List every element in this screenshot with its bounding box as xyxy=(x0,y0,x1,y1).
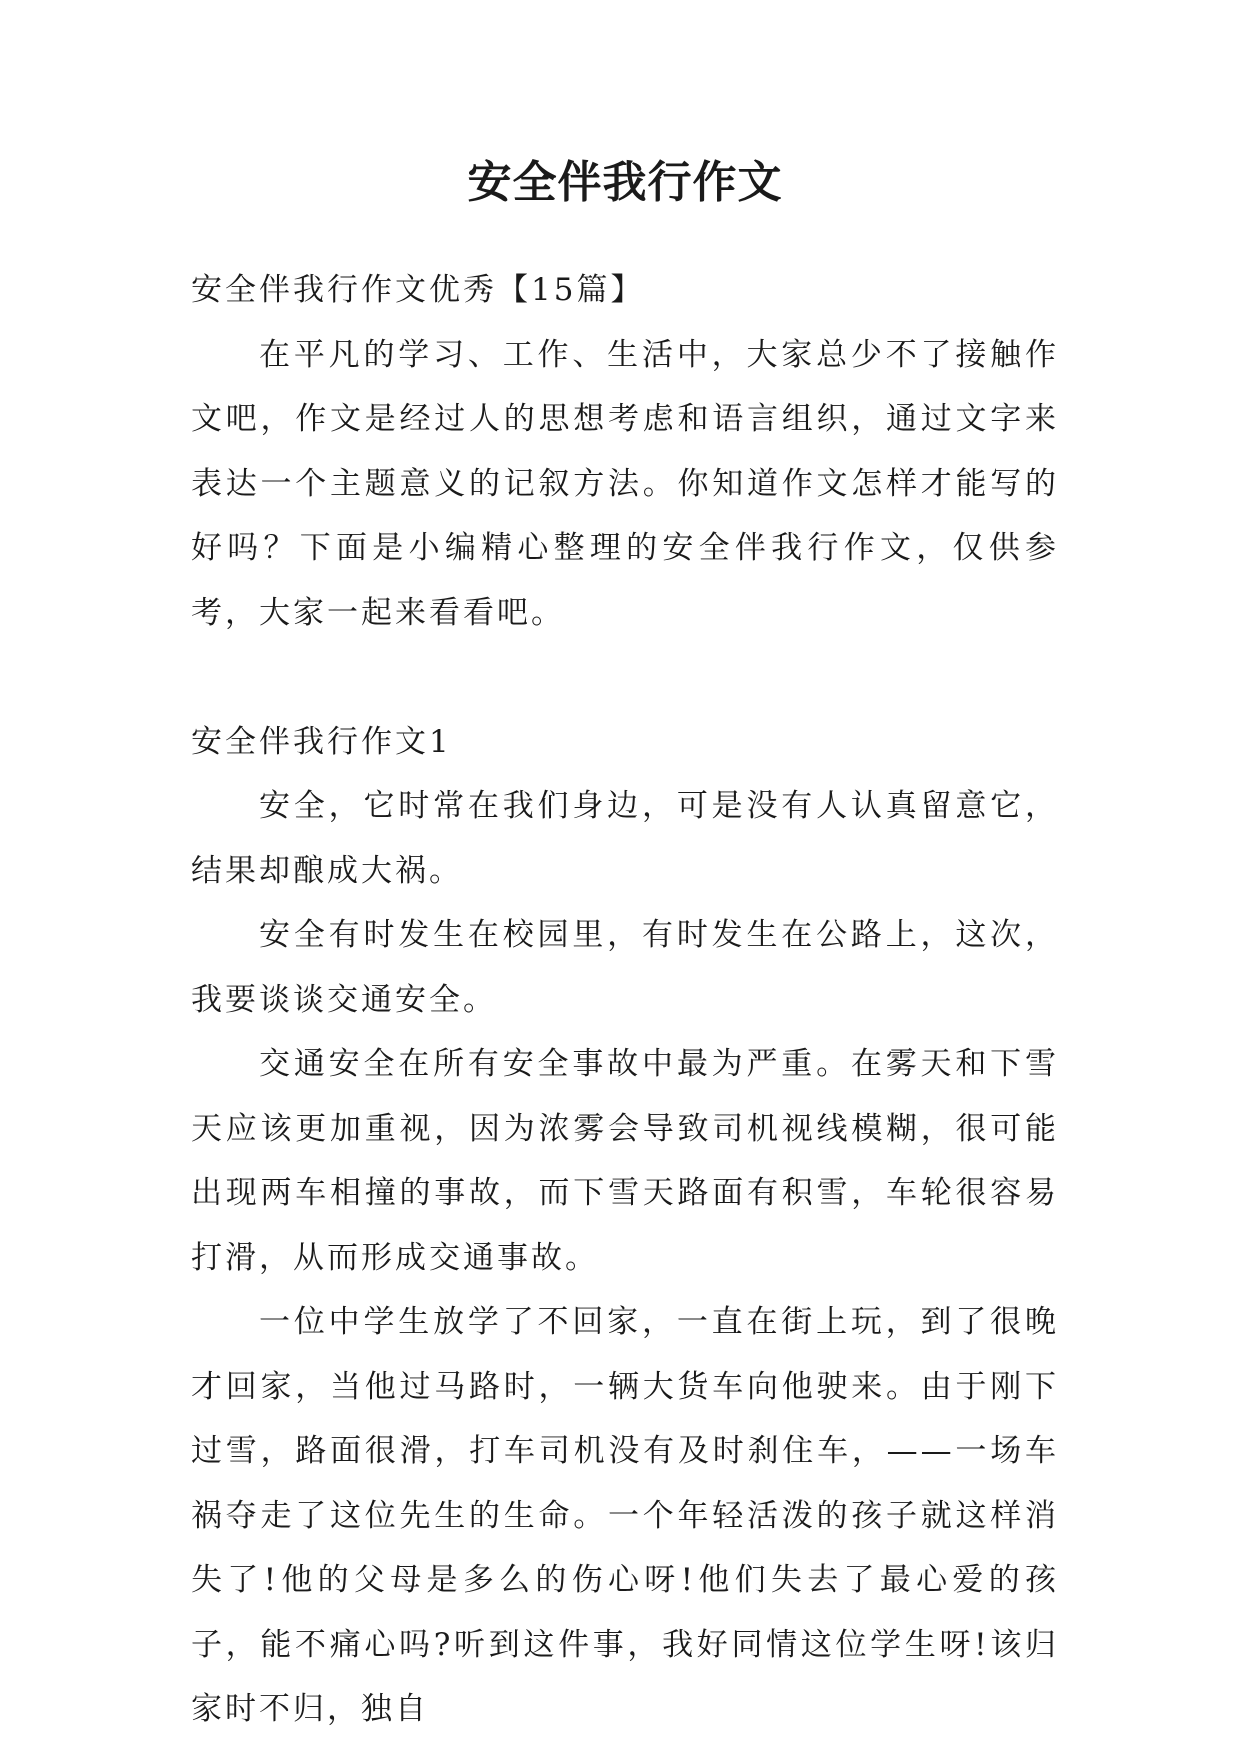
section-heading: 安全伴我行作文1 xyxy=(191,723,452,760)
section-gap xyxy=(191,645,1059,710)
body-paragraph: 交通安全在所有安全事故中最为严重。在雾天和下雪天应该更加重视，因为浓雾会导致司机视线模糊，很可能出现两车相撞的事故，而下雪天路面有积雪，车轮很容易打滑，从而形成交通事故。 xyxy=(191,1046,1059,1276)
body-paragraph: 安全，它时常在我们身边，可是没有人认真留意它，结果却酿成大祸。 xyxy=(191,788,1059,889)
document-body xyxy=(191,258,1059,1742)
intro-paragraph: 在平凡的学习、工作、生活中，大家总少不了接触作文吧，作文是经过人的思想考虑和语言组织，通过文字来表达一个主题意义的记叙方法。你知道作文怎样才能写的好吗？下面是小编精心整理的安全伴我行作文，仅供参考，大家一起来看看吧。 xyxy=(191,336,1059,631)
document-subtitle: 安全伴我行作文优秀【15篇】 xyxy=(191,272,645,308)
body-paragraph: 安全有时发生在校园里，有时发生在公路上，这次，我要谈谈交通安全。 xyxy=(191,917,1059,1018)
document-title: 安全伴我行作文 xyxy=(467,157,783,208)
document-page xyxy=(191,0,1059,1754)
body-paragraph: 一位中学生放学了不回家，一直在街上玩，到了很晚才回家，当他过马路时，一辆大货车向他驶来。由于刚下过雪，路面很滑，打车司机没有及时刹住车，——一场车祸夺走了这位先生的生命。一个年轻活泼的孩子就这样消失了!他的父母是多么的伤心呀!他们失去了最心爱的孩子，能不痛心吗?听到这件事，我好同情这位学生呀!该归家时不归，独自 xyxy=(191,1304,1059,1727)
